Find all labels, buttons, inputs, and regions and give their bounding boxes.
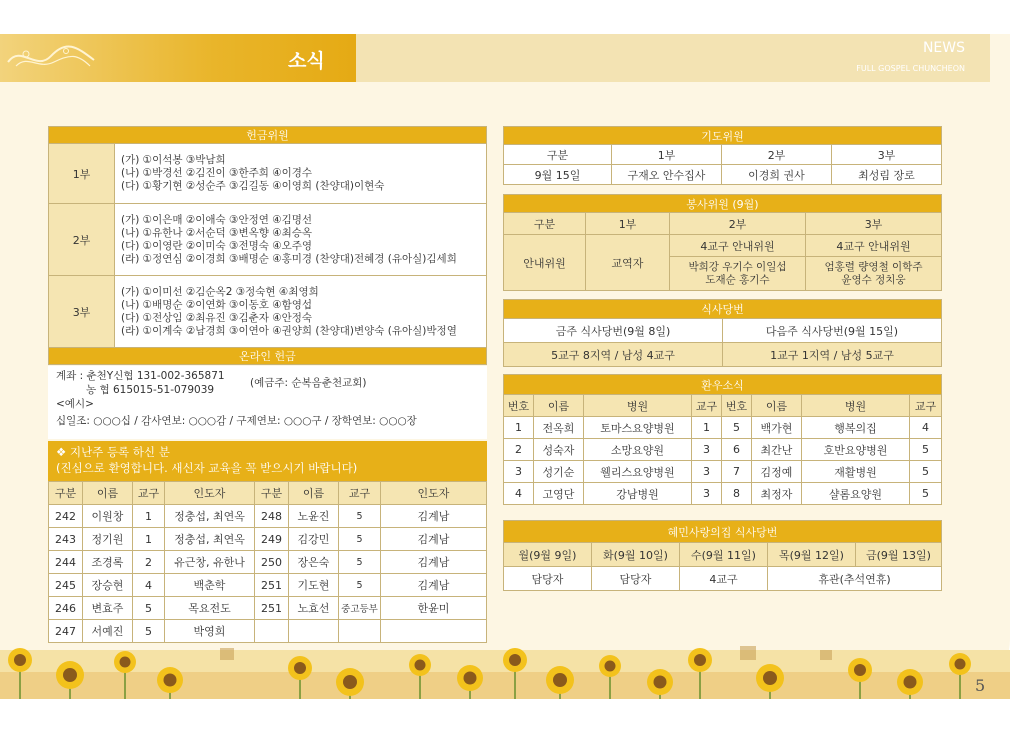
table-cell: 4 [504, 483, 534, 505]
table-cell: 5 [339, 505, 381, 528]
patient-news-table [503, 374, 942, 505]
example-text: 십일조: ○○○십 / 감사연보: ○○○감 / 구제연보: ○○○구 / 장학연보: ○○○장 [56, 415, 417, 427]
table-cell: 246 [49, 597, 83, 620]
sunflower-field-illustration [0, 620, 1010, 699]
column-header: 병원 [802, 395, 910, 417]
column-header: 월(9월 9일) [504, 543, 592, 567]
prayer-committee-title: 기도위원 [504, 127, 942, 145]
table-cell: 247 [49, 620, 83, 643]
church-name: FULL GOSPEL CHUNCHEON [856, 64, 965, 73]
table-cell: 장승현 [83, 574, 133, 597]
table-cell: 3 [504, 461, 534, 483]
table-cell: 강남병원 [584, 483, 692, 505]
offering-service-label: 2부 [49, 204, 115, 276]
ornament-icon [6, 42, 96, 74]
prayer-cell: 구재오 안수집사 [612, 165, 722, 185]
table-cell: 정기원 [83, 528, 133, 551]
table-cell: 5 [722, 417, 752, 439]
table-cell: 3 [692, 439, 722, 461]
offering-service-label: 1부 [49, 144, 115, 204]
table-cell: 노효선 [289, 597, 339, 620]
table-cell: 244 [49, 551, 83, 574]
account-text: 계좌 : 춘천Y신협 131-002-365871 [56, 370, 225, 382]
table-cell: 박영희 [165, 620, 255, 643]
hyemin-cell: 담당자 [504, 567, 592, 591]
table-cell: 전옥희 [534, 417, 584, 439]
member-line: (다) ①전상임 ②최유진 ③김춘자 ④안정숙 [121, 311, 313, 324]
member-line: (다) ①이영란 ②이미숙 ③전명숙 ④오주영 [121, 239, 313, 252]
service-name-line: 윤영수 정치웅 [841, 273, 906, 286]
table-cell: 242 [49, 505, 83, 528]
table-cell: 장은숙 [289, 551, 339, 574]
table-cell: 서예진 [83, 620, 133, 643]
offering-members [115, 144, 487, 204]
table-cell: 김계남 [381, 528, 487, 551]
column-header: 다음주 식사당번(9월 15일) [723, 319, 942, 343]
column-header: 구분 [49, 482, 83, 505]
offering-service-label: 3부 [49, 276, 115, 348]
column-header: 수(9월 11일) [680, 543, 768, 567]
table-cell: 김정예 [752, 461, 802, 483]
service-cell [806, 257, 942, 291]
example-label: <예시> [56, 398, 94, 410]
table-cell: 고영단 [534, 483, 584, 505]
meal-cell: 1교구 1지역 / 남성 5교구 [723, 343, 942, 367]
table-cell: 정충섭, 최연옥 [165, 505, 255, 528]
column-header: 이름 [534, 395, 584, 417]
service-cell: 4교구 안내위원 [806, 235, 942, 257]
table-cell: 성기순 [534, 461, 584, 483]
table-cell: 목요전도 [165, 597, 255, 620]
column-header: 병원 [584, 395, 692, 417]
member-line: (가) ①이미선 ②김순옥2 ③정숙현 ④최영희 [121, 285, 319, 298]
meal-duty-title: 식사당번 [504, 300, 942, 319]
member-line: (라) ①이계숙 ②남경희 ③이연아 ④권양희 (찬양대)변양숙 (유아실)박정열 [121, 324, 457, 337]
service-row-label: 안내위원 [504, 235, 586, 291]
table-cell: 정충섭, 최연옥 [165, 528, 255, 551]
hyemin-meal-table [503, 520, 942, 591]
service-cell: 4교구 안내위원 [670, 235, 806, 257]
column-header: 번호 [722, 395, 752, 417]
offering-members [115, 276, 487, 348]
table-cell: 5 [133, 620, 165, 643]
prayer-cell: 최성림 장로 [832, 165, 942, 185]
table-cell: 245 [49, 574, 83, 597]
table-cell: 251 [255, 597, 289, 620]
column-header: 인도자 [381, 482, 487, 505]
table-cell: 변효주 [83, 597, 133, 620]
table-cell: 1 [133, 528, 165, 551]
meal-duty-table [503, 299, 942, 367]
page-number: 5 [975, 676, 986, 695]
service-name-line: 엄홍렬 량영철 이학주 [824, 260, 923, 273]
table-cell: 5 [339, 574, 381, 597]
table-cell: 250 [255, 551, 289, 574]
table-cell: 3 [692, 461, 722, 483]
column-header: 인도자 [165, 482, 255, 505]
table-cell: 1 [133, 505, 165, 528]
account-holder: (예금주: 순복음춘천교회) [250, 377, 367, 389]
service-committee-table [503, 194, 942, 291]
table-cell: 노윤진 [289, 505, 339, 528]
table-row [49, 551, 487, 574]
table-cell: 한윤미 [381, 597, 487, 620]
table-cell: 호반요양병원 [802, 439, 910, 461]
table-cell: 샬롬요양원 [802, 483, 910, 505]
member-line: (나) ①배명순 ②이연화 ③이동호 ④함영섭 [121, 298, 313, 311]
table-cell: 김계남 [381, 551, 487, 574]
member-line: (나) ①유한나 ②서순덕 ③변옥향 ④최승옥 [121, 226, 313, 239]
table-cell: 유근창, 유한나 [165, 551, 255, 574]
offering-committee-table [48, 126, 487, 365]
service-committee-title: 봉사위원 (9월) [504, 195, 942, 213]
table-cell: 토마스요양병원 [584, 417, 692, 439]
table-cell: 3 [692, 483, 722, 505]
table-cell: 재활병원 [802, 461, 910, 483]
table-cell: 2 [504, 439, 534, 461]
table-row [504, 483, 942, 505]
column-header: 금주 식사당번(9월 8일) [504, 319, 723, 343]
table-cell: 이원창 [83, 505, 133, 528]
column-header: 교구 [692, 395, 722, 417]
table-row [49, 505, 487, 528]
prayer-committee-table [503, 126, 942, 185]
table-row [504, 417, 942, 439]
column-header: 금(9월 13일) [856, 543, 942, 567]
offering-committee-title: 헌금위원 [49, 127, 487, 144]
column-header: 1부 [586, 213, 670, 235]
account-line-2 [56, 377, 479, 397]
table-cell: 251 [255, 574, 289, 597]
prayer-cell: 이경희 권사 [722, 165, 832, 185]
table-cell: 최정자 [752, 483, 802, 505]
table-cell: 5 [910, 439, 942, 461]
column-header: 교구 [339, 482, 381, 505]
column-header: 이름 [83, 482, 133, 505]
table-cell: 2 [133, 551, 165, 574]
column-header: 구분 [504, 145, 612, 165]
section-title-banner [0, 34, 356, 82]
newcomers-table [48, 481, 487, 643]
member-line: (가) ①이은매 ②이애숙 ③안정연 ④김명선 [121, 213, 313, 226]
table-row [504, 439, 942, 461]
service-cell: 교역자 [586, 235, 670, 291]
table-cell: 6 [722, 439, 752, 461]
column-header: 3부 [806, 213, 942, 235]
newcomers-title: ❖ 지난주 등록 하신 분 [56, 445, 170, 459]
meal-cell: 5교구 8지역 / 남성 4교구 [504, 343, 723, 367]
newcomers-header [48, 441, 487, 481]
table-cell: 5 [339, 528, 381, 551]
column-header: 1부 [612, 145, 722, 165]
column-header: 3부 [832, 145, 942, 165]
table-cell: 4 [133, 574, 165, 597]
table-cell: 248 [255, 505, 289, 528]
table-cell: 5 [339, 551, 381, 574]
column-header: 구분 [255, 482, 289, 505]
page-title: 소식 [288, 50, 325, 72]
table-cell: 소망요양원 [584, 439, 692, 461]
column-header: 목(9월 12일) [768, 543, 856, 567]
table-cell: 5 [133, 597, 165, 620]
member-line: (가) ①이석봉 ③박남희 [121, 154, 226, 166]
column-header: 2부 [670, 213, 806, 235]
newcomers-subtitle: (진심으로 환영합니다. 새신자 교육을 꼭 받으시기 바랍니다) [56, 461, 358, 475]
online-offering-info [48, 366, 487, 439]
table-cell: 조경록 [83, 551, 133, 574]
hyemin-meal-title: 혜민사랑의집 식사당번 [504, 521, 942, 543]
column-header: 화(9월 10일) [592, 543, 680, 567]
offering-members [115, 204, 487, 276]
column-header: 교구 [133, 482, 165, 505]
column-header: 이름 [289, 482, 339, 505]
table-cell: 웰리스요양병원 [584, 461, 692, 483]
table-cell: 243 [49, 528, 83, 551]
table-cell: 1 [504, 417, 534, 439]
prayer-cell: 9월 15일 [504, 165, 612, 185]
member-line: (나) ①박경선 ②김진이 ③한주희 ④이경수 [121, 167, 313, 179]
table-cell: 백가현 [752, 417, 802, 439]
hyemin-cell: 4교구 [680, 567, 768, 591]
table-row [49, 597, 487, 620]
table-cell: 기도현 [289, 574, 339, 597]
service-name-line: 박희강 우기수 이일섭 [688, 260, 787, 273]
hyemin-cell: 담당자 [592, 567, 680, 591]
table-cell: 중고등부 [339, 597, 381, 620]
table-cell: 김강민 [289, 528, 339, 551]
hyemin-cell: 휴관(추석연휴) [768, 567, 942, 591]
table-cell: 7 [722, 461, 752, 483]
table-cell: 김계남 [381, 505, 487, 528]
column-header: 이름 [752, 395, 802, 417]
table-cell: 김계남 [381, 574, 487, 597]
member-line: (다) ①황기현 ②성순주 ③김길동 ④이영희 (찬양대)이현숙 [121, 180, 385, 192]
column-header: 교구 [910, 395, 942, 417]
news-label: NEWS [922, 40, 965, 56]
table-cell: 최간난 [752, 439, 802, 461]
table-cell: 8 [722, 483, 752, 505]
table-cell: 5 [910, 483, 942, 505]
table-cell: 249 [255, 528, 289, 551]
table-cell: 행복의집 [802, 417, 910, 439]
column-header: 번호 [504, 395, 534, 417]
table-row [49, 528, 487, 551]
service-name-line: 도재순 홍기수 [705, 273, 770, 286]
table-row [49, 574, 487, 597]
table-row [504, 461, 942, 483]
account-text: 농 협 615015-51-079039 [86, 384, 215, 396]
table-cell: 4 [910, 417, 942, 439]
patient-news-title: 환우소식 [504, 375, 942, 395]
member-line: (라) ①정연심 ②이경희 ③배명순 ④홍미경 (찬양대)전혜경 (유아실)김세희 [121, 252, 457, 265]
table-cell: 5 [910, 461, 942, 483]
table-cell: 성숙자 [534, 439, 584, 461]
service-cell [670, 257, 806, 291]
table-cell: 1 [692, 417, 722, 439]
column-header: 2부 [722, 145, 832, 165]
table-cell: 백춘학 [165, 574, 255, 597]
online-offering-title: 온라인 헌금 [49, 348, 487, 365]
column-header: 구분 [504, 213, 586, 235]
